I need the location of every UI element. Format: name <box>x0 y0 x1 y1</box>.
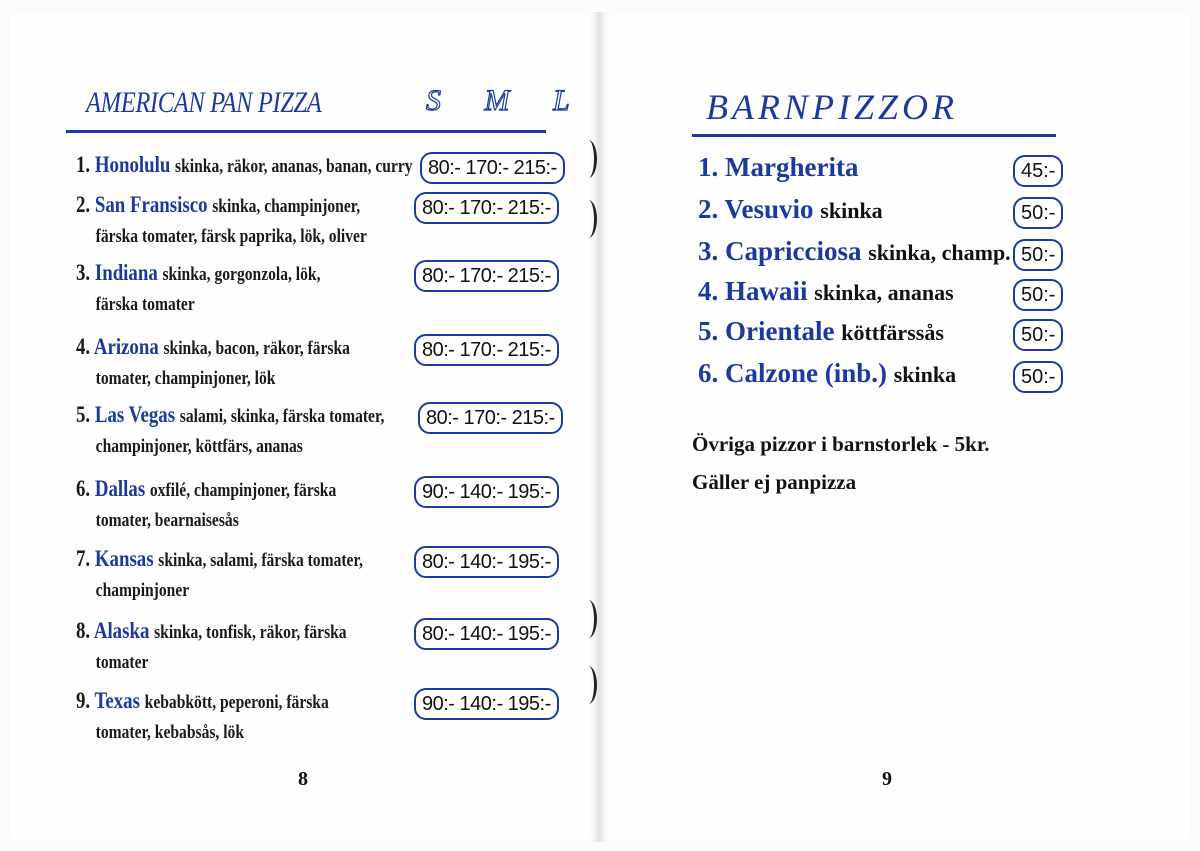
item-desc: skinka, räkor, ananas, banan, curry <box>175 156 413 177</box>
item-desc: skinka, champ. <box>868 240 1011 265</box>
item-name: Calzone (inb.) <box>725 358 887 388</box>
american-pan-pizza-title: AMERICAN PAN PIZZA <box>86 86 322 119</box>
item-name: Texas <box>94 688 140 713</box>
item-number: 2. <box>698 194 719 224</box>
binding-clip <box>580 140 597 178</box>
item-name: Vesuvio <box>724 194 814 224</box>
pizza-item-4 <box>76 332 371 394</box>
item-desc-line2: champinjoner <box>95 580 190 601</box>
item-name: Kansas <box>94 546 154 571</box>
item-name: Honolulu <box>94 152 171 177</box>
item-name: Arizona <box>93 334 159 359</box>
item-desc: skinka, ananas <box>814 280 954 305</box>
item-number: 1. <box>76 152 91 177</box>
item-number: 3. <box>76 260 91 285</box>
item-name: Hawaii <box>725 276 808 306</box>
pizza-item-6 <box>76 474 371 536</box>
item-number: 6. <box>76 476 91 501</box>
item-desc-line2: tomater, bearnaisesås <box>95 510 239 531</box>
binding-clip <box>580 666 597 704</box>
price-tag-5: 80:- 170:- 215:- <box>418 402 563 434</box>
item-desc: oxfilé, champinjoner, färska <box>149 480 337 501</box>
kids-price-3: 50:- <box>1013 239 1063 271</box>
item-desc-line2: färska tomater, färsk paprika, lök, oliver <box>95 226 367 247</box>
item-desc: skinka, gorgonzola, lök, <box>162 264 321 285</box>
item-desc: kebabkött, peperoni, färska <box>144 692 329 713</box>
pizza-item-3 <box>76 258 371 320</box>
item-number: 3. <box>698 236 719 266</box>
kids-price-5: 50:- <box>1013 319 1063 351</box>
barnpizzor-title: BARNPIZZOR <box>706 87 958 127</box>
item-number: 5. <box>698 316 719 346</box>
item-number: 4. <box>698 276 719 306</box>
item-desc-line2: färska tomater <box>95 294 195 315</box>
kids-pizza-1 <box>698 152 858 183</box>
kids-size-note: Övriga pizzor i barnstorlek - 5kr. <box>692 432 990 456</box>
binding-gutter <box>598 12 601 842</box>
item-number: 4. <box>76 334 91 359</box>
item-desc: salami, skinka, färska tomater, <box>179 406 385 427</box>
price-tag-7: 80:- 140:- 195:- <box>414 546 559 578</box>
kids-pizza-3 <box>698 236 1011 267</box>
item-desc: skinka <box>820 198 883 223</box>
panpizza-note: Gäller ej panpizza <box>692 470 857 494</box>
price-tag-6: 90:- 140:- 195:- <box>414 476 559 508</box>
item-desc: skinka, champinjoner, <box>212 196 361 217</box>
item-number: 1. <box>698 152 719 182</box>
item-name: Las Vegas <box>94 402 176 427</box>
kids-pizza-2 <box>698 194 883 225</box>
binding-clip <box>580 200 597 238</box>
kids-pizza-6 <box>698 358 956 389</box>
pizza-item-1 <box>76 150 413 182</box>
binding-clip <box>580 600 597 638</box>
kids-pizza-4 <box>698 276 954 307</box>
item-name: Margherita <box>725 152 859 182</box>
item-number: 2. <box>76 192 91 217</box>
item-number: 7. <box>76 546 91 571</box>
title-rule-left <box>66 130 546 133</box>
kids-price-1: 45:- <box>1013 155 1063 187</box>
item-desc-line2: champinjoner, köttfärs, ananas <box>95 436 303 457</box>
item-number: 6. <box>698 358 719 388</box>
item-desc-line2: tomater, kebabsås, lök <box>95 722 244 743</box>
item-name: Capricciosa <box>725 236 862 266</box>
price-tag-1: 80:- 170:- 215:- <box>420 152 565 184</box>
item-desc-line2: tomater, champinjoner, lök <box>95 368 276 389</box>
item-desc: skinka, tonfisk, räkor, färska <box>154 622 347 643</box>
kids-pizza-5 <box>698 316 944 347</box>
pizza-item-5 <box>76 400 385 462</box>
page-number-left: 8 <box>298 768 308 790</box>
item-number: 5. <box>76 402 91 427</box>
item-desc: skinka, salami, färska tomater, <box>158 550 363 571</box>
pizza-item-7 <box>76 544 371 606</box>
item-desc: köttfärssås <box>841 320 944 345</box>
price-tag-2: 80:- 170:- 215:- <box>414 192 559 224</box>
price-tag-9: 90:- 140:- 195:- <box>414 688 559 720</box>
item-name: Indiana <box>94 260 158 285</box>
item-name: San Fransisco <box>94 192 208 217</box>
item-name: Orientale <box>725 316 835 346</box>
kids-price-2: 50:- <box>1013 197 1063 229</box>
pizza-item-9 <box>76 686 371 748</box>
pizza-item-2 <box>76 190 371 252</box>
item-number: 8. <box>76 618 91 643</box>
item-name: Alaska <box>93 618 150 643</box>
item-desc-line2: tomater <box>95 652 149 673</box>
kids-price-4: 50:- <box>1013 279 1063 311</box>
price-tag-8: 80:- 140:- 195:- <box>414 618 559 650</box>
price-tag-3: 80:- 170:- 215:- <box>414 260 559 292</box>
pizza-item-8 <box>76 616 371 678</box>
item-number: 9. <box>76 688 91 713</box>
title-rule-right <box>692 134 1056 137</box>
item-desc: skinka <box>893 362 957 387</box>
size-header: S M L <box>426 84 588 117</box>
price-tag-4: 80:- 170:- 215:- <box>414 334 559 366</box>
page-number-right: 9 <box>882 768 892 790</box>
item-desc: skinka, bacon, räkor, färska <box>163 338 350 359</box>
item-name: Dallas <box>94 476 146 501</box>
kids-price-6: 50:- <box>1013 361 1063 393</box>
